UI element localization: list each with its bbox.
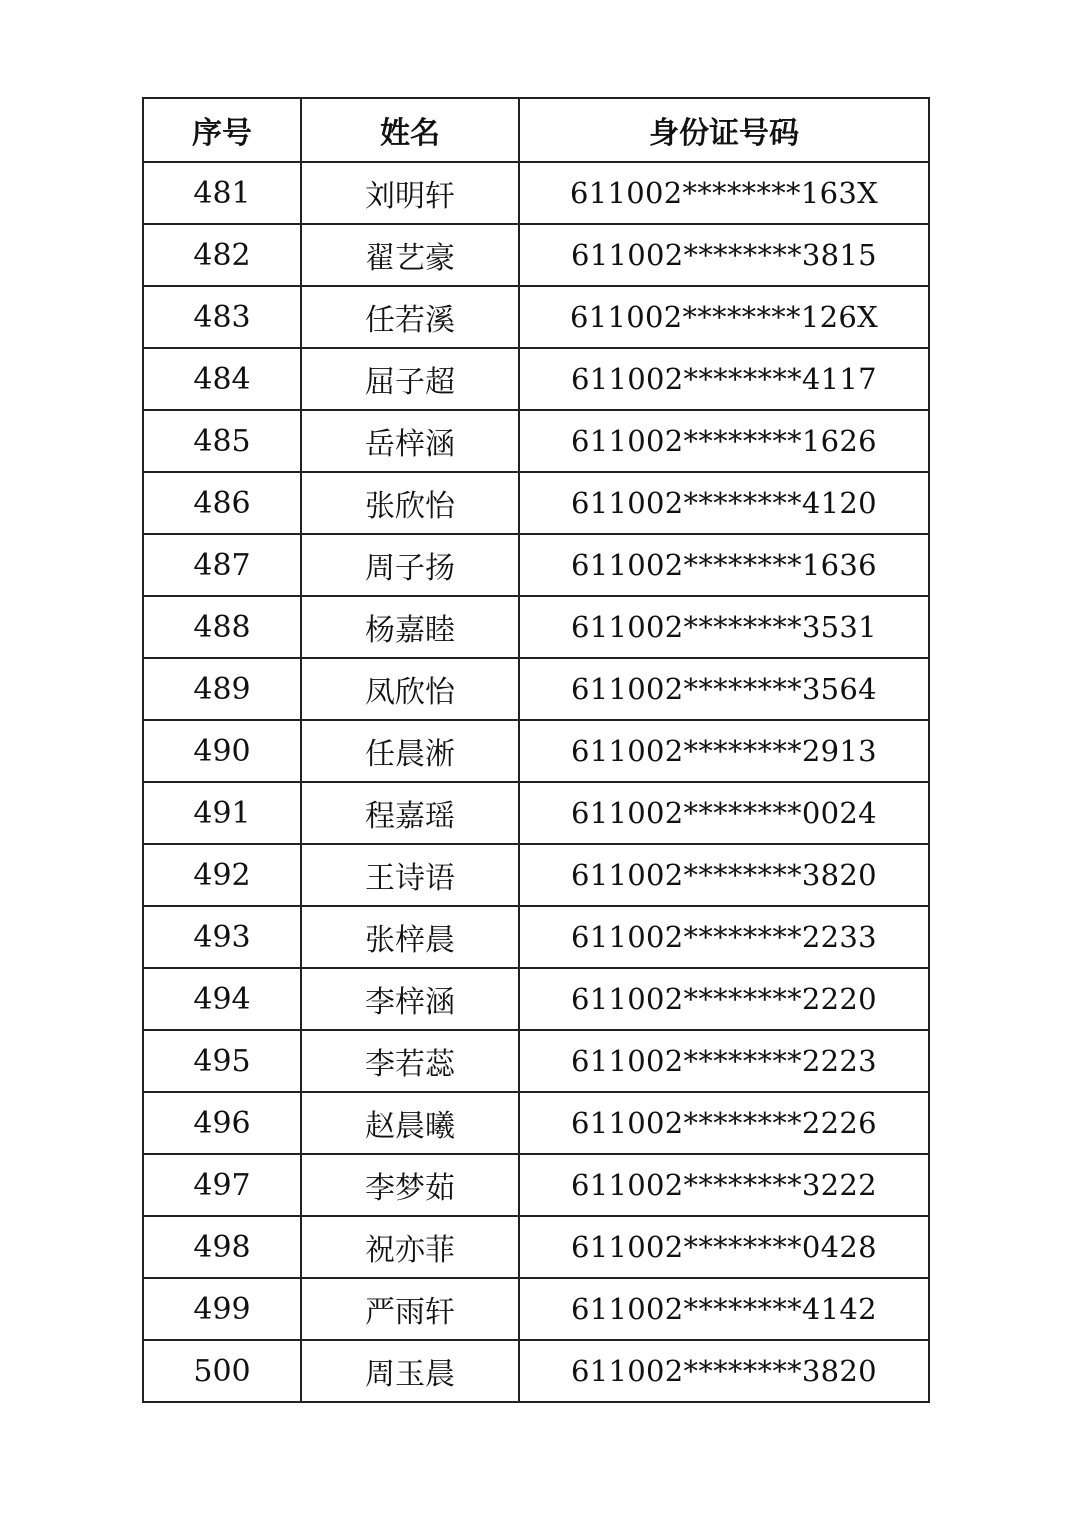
cell-idcard: 611002********0024: [519, 782, 929, 844]
cell-seq: 487: [143, 534, 301, 596]
cell-seq: 497: [143, 1154, 301, 1216]
cell-idcard: 611002********3222: [519, 1154, 929, 1216]
cell-seq: 490: [143, 720, 301, 782]
table-row: [143, 658, 929, 720]
table-row: [143, 1340, 929, 1402]
cell-name: 凤欣怡: [301, 658, 519, 720]
cell-name: 李若蕊: [301, 1030, 519, 1092]
cell-seq: 496: [143, 1092, 301, 1154]
cell-name: 屈子超: [301, 348, 519, 410]
table-row: [143, 224, 929, 286]
cell-name: 周玉晨: [301, 1340, 519, 1402]
cell-seq: 494: [143, 968, 301, 1030]
cell-idcard: 611002********3820: [519, 844, 929, 906]
cell-idcard: 611002********3815: [519, 224, 929, 286]
cell-name: 岳梓涵: [301, 410, 519, 472]
table-row: [143, 162, 929, 224]
table-row: [143, 1154, 929, 1216]
cell-seq: 493: [143, 906, 301, 968]
cell-idcard: 611002********3564: [519, 658, 929, 720]
table-row: [143, 1092, 929, 1154]
table-row: [143, 472, 929, 534]
cell-idcard: 611002********1626: [519, 410, 929, 472]
cell-idcard: 611002********126X: [519, 286, 929, 348]
header-idcard: 身份证号码: [519, 98, 929, 162]
cell-name: 李梦茹: [301, 1154, 519, 1216]
cell-seq: 491: [143, 782, 301, 844]
cell-seq: 484: [143, 348, 301, 410]
table-row: [143, 1030, 929, 1092]
cell-seq: 481: [143, 162, 301, 224]
cell-idcard: 611002********2233: [519, 906, 929, 968]
cell-name: 张梓晨: [301, 906, 519, 968]
cell-seq: 488: [143, 596, 301, 658]
cell-name: 祝亦菲: [301, 1216, 519, 1278]
cell-name: 杨嘉睦: [301, 596, 519, 658]
table-row: [143, 782, 929, 844]
cell-idcard: 611002********1636: [519, 534, 929, 596]
cell-name: 王诗语: [301, 844, 519, 906]
cell-seq: 492: [143, 844, 301, 906]
table-row: [143, 286, 929, 348]
table-row: [143, 720, 929, 782]
table-body: [143, 162, 929, 1402]
header-row: [143, 98, 929, 162]
table-row: [143, 348, 929, 410]
cell-idcard: 611002********163X: [519, 162, 929, 224]
table-row: [143, 1278, 929, 1340]
cell-idcard: 611002********4117: [519, 348, 929, 410]
cell-idcard: 611002********4120: [519, 472, 929, 534]
table-row: [143, 596, 929, 658]
cell-name: 张欣怡: [301, 472, 519, 534]
cell-idcard: 611002********2226: [519, 1092, 929, 1154]
cell-idcard: 611002********2223: [519, 1030, 929, 1092]
cell-name: 周子扬: [301, 534, 519, 596]
cell-seq: 483: [143, 286, 301, 348]
roster-table: [142, 97, 930, 1403]
table-row: [143, 410, 929, 472]
cell-name: 任若溪: [301, 286, 519, 348]
table-row: [143, 906, 929, 968]
cell-seq: 485: [143, 410, 301, 472]
table-row: [143, 844, 929, 906]
cell-idcard: 611002********2913: [519, 720, 929, 782]
cell-idcard: 611002********3531: [519, 596, 929, 658]
cell-seq: 489: [143, 658, 301, 720]
cell-idcard: 611002********0428: [519, 1216, 929, 1278]
cell-idcard: 611002********4142: [519, 1278, 929, 1340]
cell-seq: 495: [143, 1030, 301, 1092]
cell-seq: 500: [143, 1340, 301, 1402]
header-name: 姓名: [301, 98, 519, 162]
cell-seq: 498: [143, 1216, 301, 1278]
cell-seq: 499: [143, 1278, 301, 1340]
cell-seq: 482: [143, 224, 301, 286]
cell-name: 程嘉瑶: [301, 782, 519, 844]
cell-name: 严雨轩: [301, 1278, 519, 1340]
cell-seq: 486: [143, 472, 301, 534]
cell-name: 翟艺豪: [301, 224, 519, 286]
cell-name: 赵晨曦: [301, 1092, 519, 1154]
cell-idcard: 611002********2220: [519, 968, 929, 1030]
cell-idcard: 611002********3820: [519, 1340, 929, 1402]
header-seq: 序号: [143, 98, 301, 162]
cell-name: 任晨淅: [301, 720, 519, 782]
cell-name: 刘明轩: [301, 162, 519, 224]
cell-name: 李梓涵: [301, 968, 519, 1030]
table-row: [143, 534, 929, 596]
table-row: [143, 1216, 929, 1278]
table-row: [143, 968, 929, 1030]
